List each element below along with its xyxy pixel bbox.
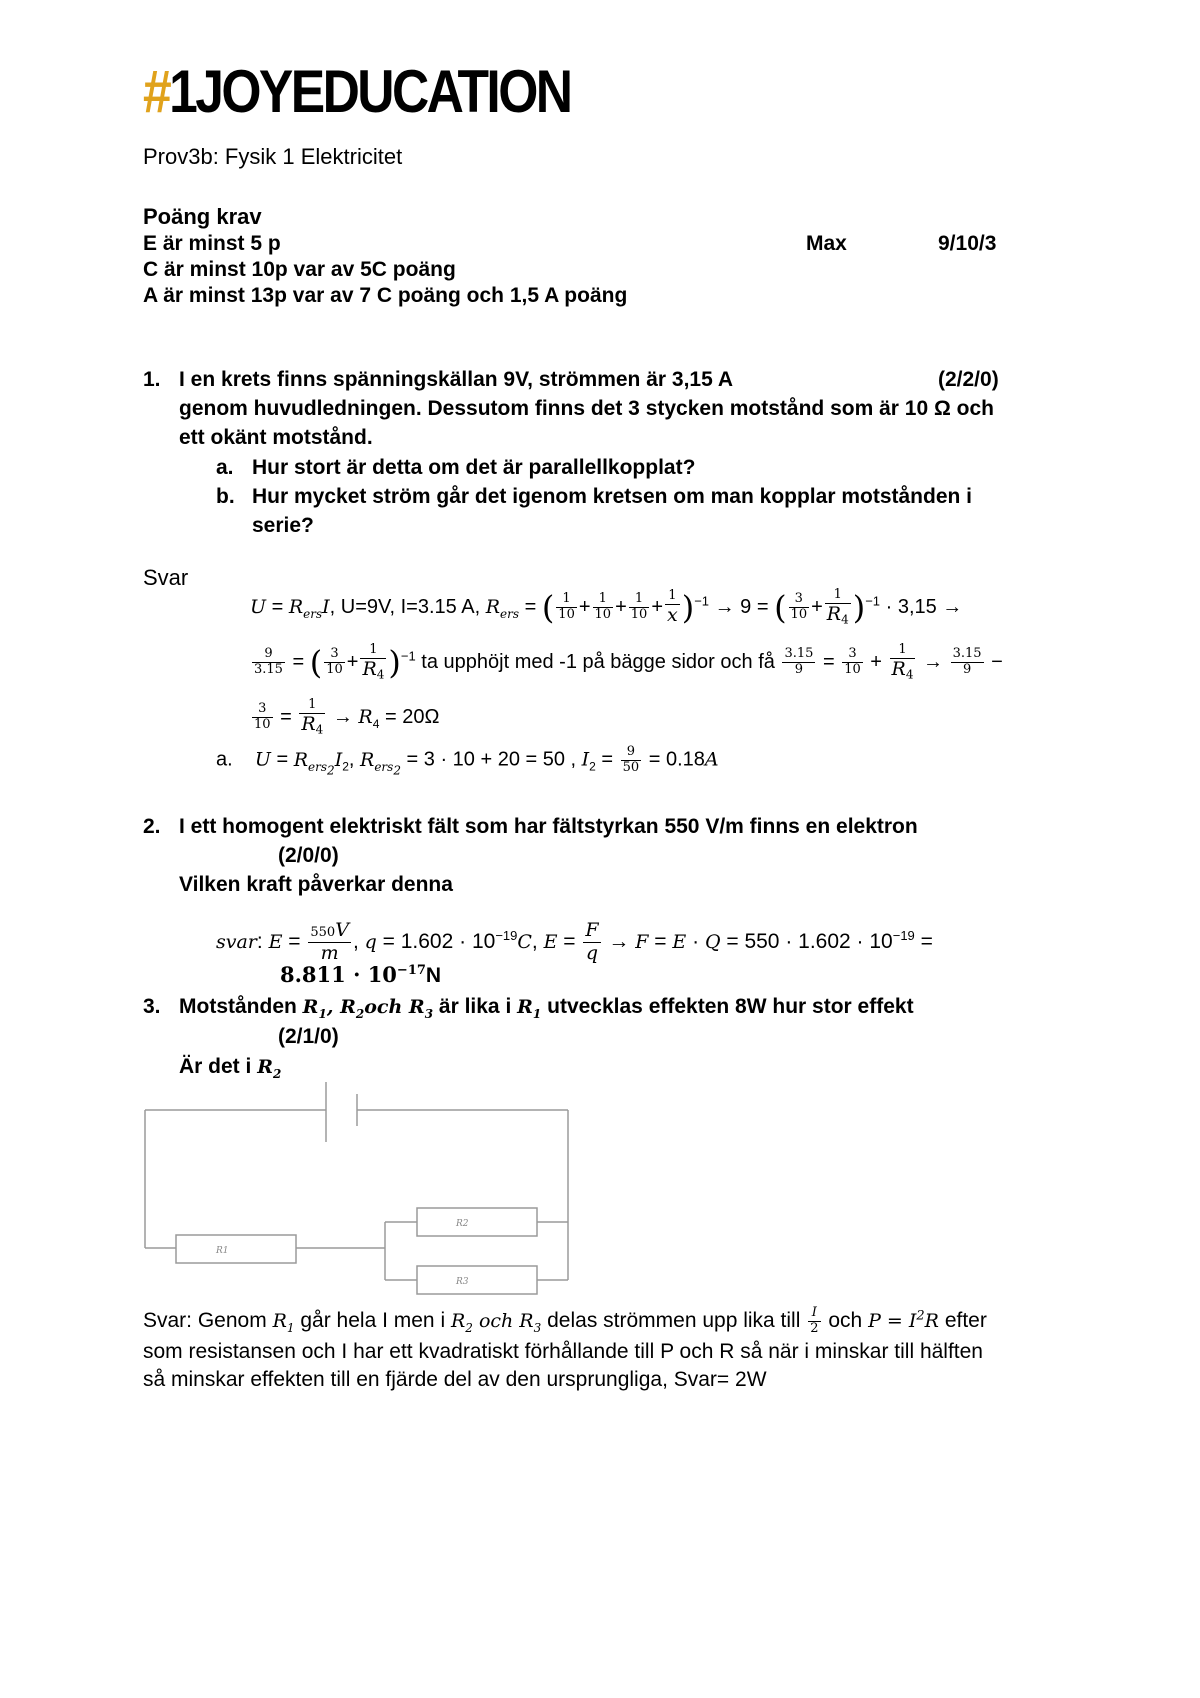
- label-r2: R2: [456, 1219, 469, 1229]
- q1-solution-line1: $U = R_{ers}I$, U=9V, I=3.15 A, $R_{ers}$ = ( $\frac{1}{10}$ + $\frac{1}{10}$ + $\frac{1}{10}$ + $\frac{1}{x}$ )$^{-1}$ → 9 = ( $\frac{3}{10}$ + $\frac{1}{R_4}$ )$^{-1}$ · 3,15 →: [250, 587, 963, 627]
- logo: [143, 58, 571, 125]
- q3-line2: Är det i $R_2$: [179, 1055, 282, 1081]
- q2-text: I ett homogent elektriskt fält som har fältstyrkan 550 V/m finns en elektron: [179, 815, 918, 838]
- q3-answer-line1: Svar: Genom $R_1$ går hela I men i $R_2$ och $R_3$ delas strömmen upp lika till $\frac{I}{2}$ och $P = I^2R$ efter: [143, 1305, 987, 1336]
- q2-result-unit: N: [425, 964, 442, 987]
- q3-answer-d: och: [828, 1308, 863, 1332]
- requirement-e: E är minst 5 p: [143, 232, 281, 255]
- q3-answer-line2: som resistansen och I har ett kvadratiskt förhållande till P och R så när i minskar till hälften: [143, 1340, 983, 1363]
- page-title: Prov3b: Fysik 1 Elektricitet: [143, 144, 403, 169]
- q3-text-c: utvecklas effekten 8W hur stor effekt: [547, 995, 914, 1018]
- q3-line1: 3. Motstånden $R_1$, $R_2och$ $R_3$ är lika i $R_1$ utvecklas effekten 8W hur stor effekt: [143, 995, 914, 1021]
- resistor-r2: [417, 1208, 537, 1236]
- q3-text-a: Motstånden: [179, 995, 297, 1018]
- q3-answer-b: går hela I men i: [300, 1308, 446, 1332]
- q1-points: (2/2/0): [938, 368, 999, 391]
- requirements-heading: Poäng krav: [143, 204, 262, 229]
- q1-line1: [143, 368, 733, 392]
- q1-b-label: b.: [216, 485, 235, 508]
- requirement-c: C är minst 10p var av 5C poäng: [143, 258, 456, 281]
- q1-answer-label: Svar: [143, 565, 189, 590]
- q1-number: 1.: [143, 368, 161, 391]
- q1-b-text: Hur mycket ström går det igenom kretsen om man kopplar motstånden i: [252, 485, 972, 508]
- q3-answer-c: delas strömmen upp lika till: [547, 1308, 801, 1332]
- q1-sol-a-label: a.: [216, 748, 233, 771]
- q3-answer-e: efter: [944, 1308, 987, 1332]
- q3-answer-a: Svar: Genom: [143, 1308, 267, 1332]
- q2-number: 2.: [143, 815, 161, 838]
- q2-result: $8.811 \cdot 10^{-17}N$: [280, 962, 442, 987]
- q1-sol-text2: ta upphöjt med -1 på bägge sidor och få: [421, 650, 775, 673]
- resistor-r1: [176, 1235, 296, 1263]
- q3-points: (2/1/0): [278, 1025, 339, 1048]
- requirement-a: A är minst 13p var av 7 C poäng och 1,5 A poäng: [143, 284, 628, 307]
- label-r1: R1: [216, 1246, 229, 1256]
- q1-b-text2: serie?: [252, 514, 314, 537]
- q2-solution: svar: E = $\frac{550V}{m}$ , $q = 1.602 \cdot 10^{-19}C$, E = $\frac{F}{q}$ → $F = E \cdot Q = 550 \cdot 1.602 \cdot 10^{-19}$ =: [216, 919, 933, 964]
- q1-solution-a: a. $U = R_{ers_2}I_2$, $R_{ers_2} = 3 \cdot 10 + 20 = 50$ , $I_2$ = $\frac{9}{50}$ = 0.18A: [216, 744, 719, 777]
- q1-solution-line2: $\frac{9}{3.15}$ = ( $\frac{3}{10}$ + $\frac{1}{R_4}$ )$^{-1}$ ta upphöjt med -1 på bägge sidor och få $\frac{3.15}{9}$ = $\frac{3}{10}$ + $\frac{1}{R_4}$ → $\frac{3.15}{9}$ −: [254, 642, 1003, 682]
- logo-hash: #: [143, 58, 170, 125]
- q3-number: 3.: [143, 995, 161, 1018]
- q2-points: (2/0/0): [278, 844, 339, 867]
- q1-a-label: a.: [216, 456, 234, 479]
- q3-text-b: är lika i: [438, 995, 512, 1018]
- resistor-r3: [417, 1266, 537, 1294]
- q2-line1: [143, 815, 918, 839]
- max-label: Max: [806, 232, 847, 255]
- q1-line3: ett okänt motstånd.: [179, 426, 373, 449]
- logo-text: 1JOYEDUCATION: [169, 58, 571, 125]
- q1-solution-line3: $\frac{3}{10}$ = $\frac{1}{R_4}$ → $R_4 = 20\Omega$: [254, 697, 440, 737]
- max-value: 9/10/3: [938, 232, 997, 255]
- q3-answer-line3: så minskar effekten till en fjärde del av den ursprungliga, Svar= 2W: [143, 1368, 767, 1391]
- label-r3: R3: [456, 1277, 469, 1287]
- q2-line2: Vilken kraft påverkar denna: [179, 873, 453, 896]
- q3-line2-text: Är det i: [179, 1055, 252, 1078]
- q1-sol-text1: , U=9V, I=3.15 A,: [329, 595, 481, 618]
- q1-a-text: Hur stort är detta om det är parallellkopplat?: [252, 456, 696, 479]
- q1-line2: genom huvudledningen. Dessutom finns det 3 stycken motstånd som är 10 Ω och: [179, 397, 994, 420]
- q1-text: I en krets finns spänningskällan 9V, strömmen är 3,15 A: [179, 368, 733, 391]
- circuit-diagram: [140, 1080, 590, 1300]
